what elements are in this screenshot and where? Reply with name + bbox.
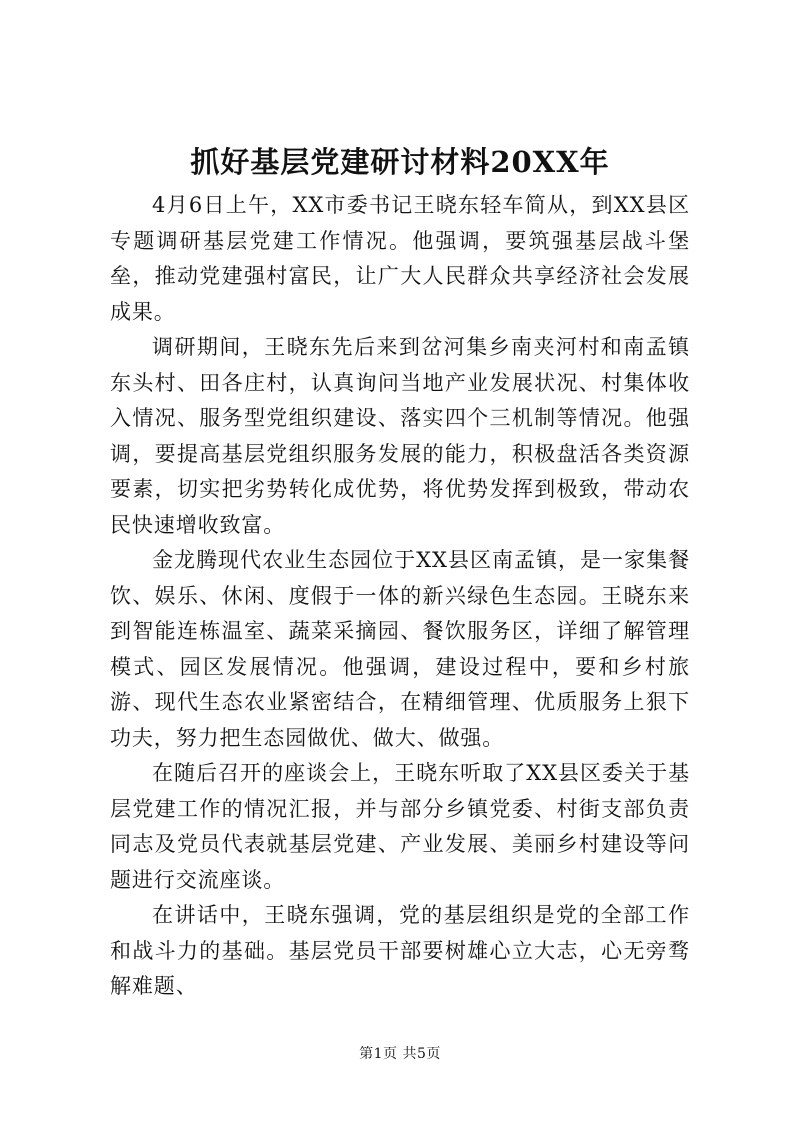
- paragraph: 调研期间，王晓东先后来到岔河集乡南夹河村和南孟镇东头村、田各庄村，认真询问当地产业发展状况、村集体收入情况、服务型党组织建设、落实四个三机制等情况。他强调，要提高基层党组织服务发展的能力，积极盘活各类资源要素，切实把劣势转化成优势，将优势发挥到极致，带动农民快速增收致富。: [110, 335, 690, 537]
- paragraph: 4月6日上午，XX市委书记王晓东轻车简从，到XX县区专题调研基层党建工作情况。他强调，要筑强基层战斗堡垒，推动党建强村富民，让广大人民群众共享经济社会发展成果。: [110, 193, 690, 324]
- paragraph: 金龙腾现代农业生态园位于XX县区南孟镇，是一家集餐饮、娱乐、休闲、度假于一体的新兴绿色生态园。王晓东来到智能连栋温室、蔬菜采摘园、餐饮服务区，详细了解管理模式、园区发展情况。他强调，建设过程中，要和乡村旅游、现代生态农业紧密结合，在精细管理、优质服务上狠下功夫，努力把生态园做优、做大、做强。: [110, 548, 690, 750]
- paragraph: 在讲话中，王晓东强调，党的基层组织是党的全部工作和战斗力的基础。基层党员干部要树雄心立大志，心无旁骛解难题、: [110, 903, 690, 998]
- paragraph: 在随后召开的座谈会上，王晓东听取了XX县区委关于基层党建工作的情况汇报，并与部分乡镇党委、村街支部负责同志及党员代表就基层党建、产业发展、美丽乡村建设等问题进行交流座谈。: [110, 761, 690, 892]
- document-title: 抓好基层党建研讨材料20XX年: [190, 145, 610, 179]
- page-number-footer: 第1页 共5页: [359, 1046, 441, 1062]
- document-body: [110, 188, 690, 1005]
